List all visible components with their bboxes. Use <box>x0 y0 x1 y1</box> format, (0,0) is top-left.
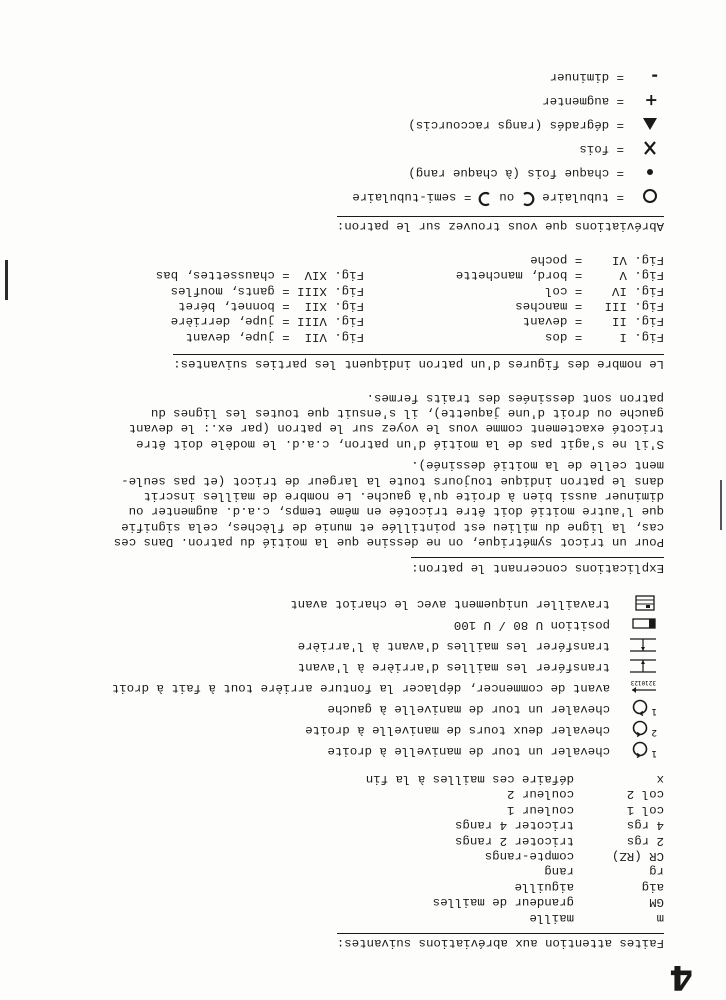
binding-edge-mark <box>5 260 8 300</box>
svg-text:3210123: 3210123 <box>630 679 656 687</box>
legend-item-plus: + = augmenter <box>542 90 658 110</box>
half-circle-open-right-icon <box>477 185 493 206</box>
abbreviation-item: m maille <box>529 910 664 925</box>
cross-icon <box>624 140 658 156</box>
symbol-item <box>64 719 658 740</box>
crank-right-double-icon <box>624 719 658 739</box>
legend-heading: Abréviations que vous trouvez sur le patron: <box>337 216 664 233</box>
svg-text:1: 1 <box>651 748 657 759</box>
legend-item-minus: - = diminuer <box>549 66 658 86</box>
symbol-text: travailler uniquement avec le chariot avant <box>290 596 610 611</box>
legend-item-dot: = chaque fois (à chaque rang) <box>64 160 658 184</box>
abbreviation-item: col 2 couleur 2 <box>507 787 664 802</box>
symbol-text: chevaler deux tours de manivelle à droite <box>305 722 610 737</box>
half-circle-open-left-icon <box>520 185 536 206</box>
transfer-back-to-front-icon <box>624 656 658 676</box>
symbol-item <box>64 677 658 698</box>
figure-entry: Fig. III = manches <box>515 299 664 314</box>
figure-entry: Fig. VI = poche <box>530 252 664 267</box>
svg-text:2: 2 <box>651 727 657 738</box>
figures-column-right <box>64 251 364 343</box>
crank-left-icon <box>624 698 658 718</box>
abbreviation-item: rg rang <box>544 864 664 879</box>
figures-table <box>64 251 664 343</box>
abbreviation-item: 2 rgs tricoter 2 rangs <box>455 833 664 848</box>
legend-item-tubular: = tubulaire ou = semi-tubulaire <box>64 184 658 208</box>
figure-entry: Fig. XIII = gants, moufles <box>170 283 364 298</box>
legend-list <box>64 64 664 208</box>
abbreviation-item: 4 rgs tricoter 4 rangs <box>455 818 664 833</box>
crank-right-icon <box>624 740 658 760</box>
figure-entry: Fig. I = dos <box>545 329 664 344</box>
symbol-text: transférer les mailles d'avant à l'arrière <box>297 638 610 653</box>
figure-entry: Fig. XII = bonnet, béret <box>178 299 364 314</box>
abbreviation-item: CR (RZ) compte-rangs <box>484 849 664 864</box>
abbreviation-item: col 1 couleur 1 <box>507 802 664 817</box>
minus-icon: - <box>651 66 658 86</box>
figure-entry: Fig. XIV = chaussettes, bas <box>155 268 364 283</box>
svg-text:1: 1 <box>651 706 657 717</box>
symbol-item <box>64 740 658 761</box>
symbol-text: chevaler un tour de manivelle à gauche <box>327 701 610 716</box>
triangle-icon <box>624 116 658 132</box>
symbol-text: transférer les mailles d'arrière à l'avant <box>297 659 610 674</box>
symbol-item <box>64 614 658 635</box>
figures-heading: Le nombre des figures d'un patron indiquent les parties suivantes: <box>173 354 664 371</box>
symbol-text: chevaler un tour de manivelle à droite <box>327 743 610 758</box>
symbol-item <box>64 593 658 614</box>
abbreviation-item: x défaire ces mailles à la fin <box>365 772 664 787</box>
abbreviation-item: aig aiguille <box>514 879 664 894</box>
page-number: 4 <box>669 957 693 997</box>
open-circle-icon <box>624 188 658 204</box>
explications-paragraph-1: Pour un tricot symétrique, on ne dessine que la moitié du patron. Dans ces cas, la ligne du milieu est pointillée et munie de flèches, cela signifie que l'autre moitié doit être tricotée en même temps, c.a.d. augmenter ou diminuer aussi bien à droite qu'à gauche. Le nombre de mailles inscrit dans le patron indique toujours toute la largeur de tricot (et pas seule- ment celle de la moitié dessinée). <box>113 458 664 550</box>
symbol-item <box>64 635 658 656</box>
symbol-item <box>64 656 658 677</box>
legend-item-triangle: = dégradés (rangs raccourcis) <box>64 112 658 136</box>
figure-entry: Fig. VII = jupe, devant <box>185 329 364 344</box>
ruler-arrow-icon <box>624 677 658 697</box>
position-switch-icon <box>624 614 658 634</box>
abbreviation-item: GM grandeur de mailles <box>432 895 664 910</box>
figures-column-left <box>364 251 664 343</box>
abbreviations-heading: Faites attention aux abréviations suivantes: <box>337 933 664 950</box>
abbreviation-list <box>64 771 664 925</box>
dot-icon <box>624 164 658 180</box>
explications-heading: Explications concernant le patron: <box>411 557 664 574</box>
symbol-text: avant de commencer, déplacer la fonture arrière tout à fait à droit <box>111 680 610 695</box>
binding-edge-mark <box>720 480 722 530</box>
plus-icon: + <box>644 90 658 110</box>
symbol-text: position U 80 / U 100 <box>453 617 610 632</box>
figure-entry: Fig. IV = col <box>545 283 664 298</box>
symbol-item <box>64 698 658 719</box>
figure-entry: Fig. VIII = jupe, derrière <box>170 314 364 329</box>
page-content <box>64 64 664 950</box>
symbol-list <box>64 593 664 761</box>
legend-item-cross: = fois <box>64 136 658 160</box>
explications-paragraph-2: S'il ne s'agit pas de la moitié d'un patron, c.a.d. le modèle doit être tricoté exactement comme vous le voyez sur le patron (par ex.: le devant gauche ou droit d'une jaquette), il s'ensuit que toutes les lignes du patron sont dessinées des traits fermes. <box>128 390 664 451</box>
carriage-front-icon <box>624 593 658 613</box>
transfer-front-to-back-icon <box>624 635 658 655</box>
figure-entry: Fig. V = bord, manchette <box>455 268 664 283</box>
figure-entry: Fig. II = devant <box>522 314 664 329</box>
